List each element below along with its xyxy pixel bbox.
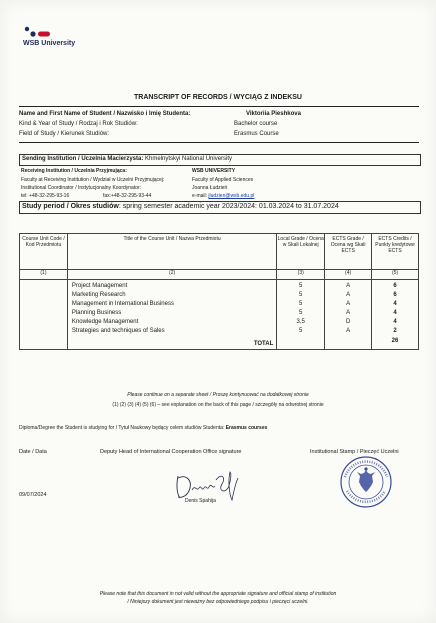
diploma-label: Diploma/Degree the Student is studying for / Tytuł Naukowy będący celem studiów Studenta: xyxy=(19,425,225,431)
credits-cell xyxy=(372,280,419,350)
faculty-value: Faculty of Applied Sciences xyxy=(192,177,254,183)
column-number-row xyxy=(20,270,419,280)
ects-credits: 4 xyxy=(393,301,397,307)
study-period xyxy=(22,203,339,210)
course-title: Management in International Business xyxy=(71,301,174,307)
faculty-label: Faculty at Receiving Institution / Wydział w Uczelni Przyjmującej: xyxy=(21,177,165,183)
ects-grades-cell xyxy=(325,280,372,350)
total-label: TOTAL xyxy=(253,341,274,347)
student-name-value: Viktoriia Pieshkova xyxy=(246,111,301,117)
wsb-logo-icon xyxy=(24,26,54,40)
coordinator-phone: tel: +48-32-295-93-16 xyxy=(21,193,70,199)
continue-note: Please continue on a separate sheet / Proszę kontynuować na dodatkowej stronie xyxy=(127,392,309,398)
document-title: TRANSCRIPT OF RECORDS / WYCIĄG Z INDEKSU xyxy=(133,94,302,101)
ects-credits: 6 xyxy=(393,292,397,298)
local-grades-cell xyxy=(277,280,325,350)
local-grade: 5 xyxy=(299,310,303,316)
study-period-label: Study period / Okres studiów xyxy=(22,203,119,210)
ects-credits: 4 xyxy=(393,310,397,316)
header-code: Course Unit Code / Kod Przedmiotu xyxy=(20,234,68,270)
sending-institution xyxy=(22,156,232,162)
explanation-note: (1) (2) (3) (4) (5) (6) – see explanation on the back of this page / szczegóły na odwrotnej stronie xyxy=(112,402,324,408)
local-grade: 5 xyxy=(299,301,303,307)
field-of-study-value: Erasmus Course xyxy=(234,131,279,137)
receiving-institution-value: WSB UNIVERSITY xyxy=(192,168,236,174)
course-table xyxy=(19,233,419,350)
coordinator-fax: fax:+48-32-295-93-44 xyxy=(103,193,152,199)
header-local-grade: Local Grade / Ocena w Skali Lokalnej xyxy=(277,234,325,270)
course-codes-cell xyxy=(20,280,68,350)
coordinator-email xyxy=(192,193,254,199)
course-title: Planning Business xyxy=(71,310,122,316)
footer-note-line2: / Niniejszy dokument jest nieważny bez odpowiedniego podpisu i pieczęci uczelni. xyxy=(127,599,309,605)
ects-grade: A xyxy=(346,301,351,307)
diploma-line xyxy=(19,425,267,431)
official-stamp-icon xyxy=(339,455,393,509)
footer-note-line1: Please note that this document in not valid without the appropriate signature and official stamp of institution xyxy=(99,591,337,597)
ects-grade: A xyxy=(346,283,351,289)
email-link[interactable]: jludzien@wsb.edu.pl xyxy=(208,193,255,199)
courses-row xyxy=(20,280,419,350)
local-grade: 5 xyxy=(299,328,303,334)
course-title: Project Management xyxy=(71,283,128,289)
coordinator-value: Joanna Łudzień xyxy=(192,185,228,191)
ects-grade: A xyxy=(346,328,351,334)
field-of-study-label: Field of Study / Kierunek Studiów: xyxy=(19,131,110,137)
stamp-label: Institutional Stamp / Pieczęć Uczelni xyxy=(310,449,399,455)
date-label: Date / Data xyxy=(19,449,47,455)
deputy-signature-label: Deputy Head of International Cooperation Office signature xyxy=(100,449,242,455)
column-number: (4) xyxy=(325,270,372,280)
column-number: (2) xyxy=(67,270,276,280)
header-title: Title of the Course Unit / Nazwa Przedmiotu xyxy=(67,234,276,270)
column-number: (3) xyxy=(277,270,325,280)
local-grade: 5 xyxy=(299,292,303,298)
header-credits: ECTS Credits / Punkty kredytowe ECTS xyxy=(372,234,419,270)
column-number: (5) xyxy=(372,270,419,280)
ects-credits: 6 xyxy=(393,283,397,289)
student-name-label: Name and First Name of Student / Nazwisko i Imię Studenta: xyxy=(19,111,191,117)
diploma-value: Erasmus courses xyxy=(225,425,268,431)
course-title: Marketing Research xyxy=(71,292,126,298)
date-value: 09/07/2024 xyxy=(19,492,47,498)
kind-of-study-label: Kind & Year of Study / Rodzaj i Rok Studiów: xyxy=(19,121,138,127)
column-number: (1) xyxy=(20,270,68,280)
signer-name: Denis Spahija xyxy=(185,498,216,504)
ects-grade: A xyxy=(346,310,351,316)
course-titles-cell xyxy=(67,280,276,350)
email-label: e-mail: xyxy=(192,193,208,199)
course-title: Knowledge Management xyxy=(71,319,139,325)
coordinator-label: Institutional Coordinator / Instytucjonalny Koordynator: xyxy=(21,185,142,191)
ects-grade: D xyxy=(345,319,351,325)
sending-institution-value: Khmelnytskyi National University xyxy=(145,156,233,162)
study-period-value: : spring semester academic year 2023/2024: 01.03.2024 to 31.07.2024 xyxy=(118,203,339,210)
total-credits: 26 xyxy=(391,338,399,344)
ects-credits: 2 xyxy=(393,328,397,334)
sending-institution-label: Sending Institution / Uczelnia Macierzysta: xyxy=(22,156,144,162)
local-grade: 3,5 xyxy=(296,319,305,325)
receiving-institution-label: Receiving Institution / Uczelnia Przyjmująca: xyxy=(21,168,127,174)
ects-grade: A xyxy=(346,292,351,298)
logo-text: WSB University xyxy=(23,40,76,47)
ects-credits: 4 xyxy=(393,319,397,325)
local-grade: 5 xyxy=(299,283,303,289)
course-title: Strategies and techniques of Sales xyxy=(71,328,165,334)
table-header-row xyxy=(20,234,419,270)
header-ects-grade: ECTS Grade / Ocena wg Skali ECTS xyxy=(325,234,372,270)
kind-of-study-value: Bachelor course xyxy=(234,121,278,127)
